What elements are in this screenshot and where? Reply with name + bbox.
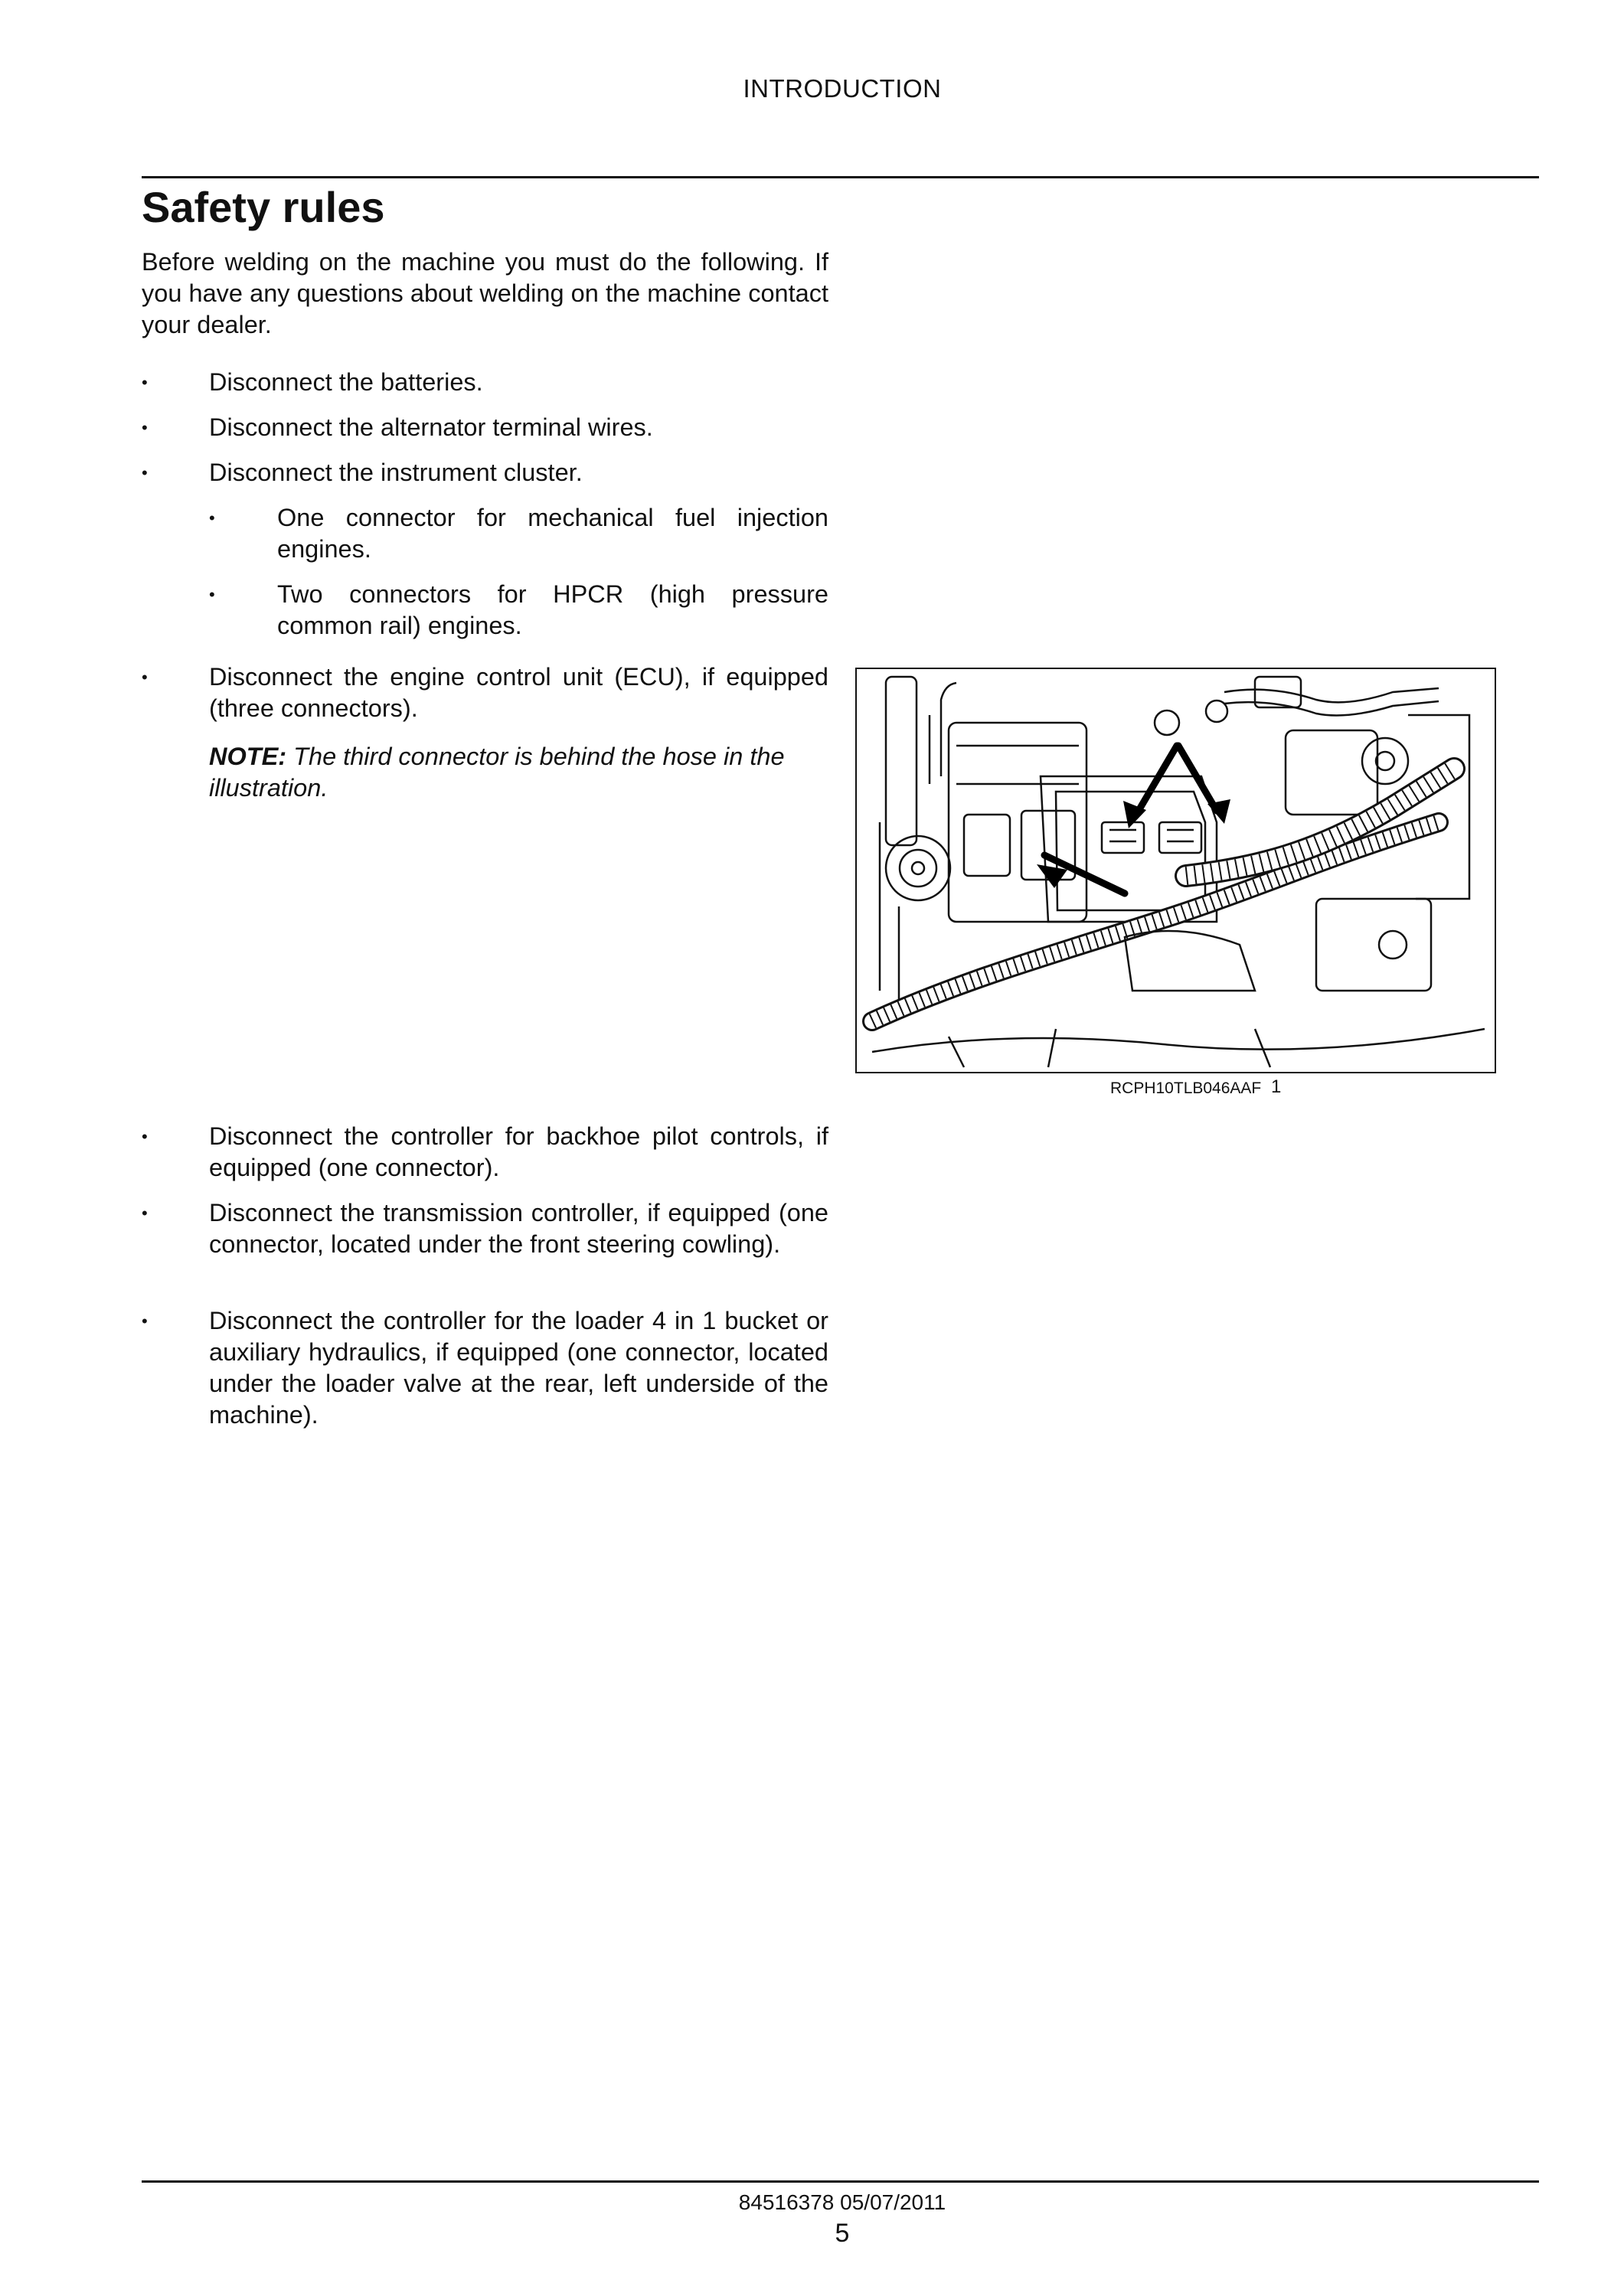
bullet-dot: • (142, 1311, 148, 1331)
bullet-text: Disconnect the batteries. (209, 368, 483, 396)
bullet-text: One connector for mechanical fuel injection engines. (277, 504, 828, 563)
bullet-text: Disconnect the engine control unit (ECU), if equipped (three connectors). (209, 663, 828, 722)
page-title: Safety rules (142, 183, 385, 231)
document-id: 84516378 05/07/2011 (738, 2190, 946, 2214)
bullet-text: Two connectors for HPCR (high pressure common rail) engines. (277, 580, 828, 639)
bullet-text: Disconnect the instrument cluster. (209, 459, 583, 486)
page-number: 5 (835, 2219, 850, 2248)
figure-caption: RCPH10TLB046AAF (1110, 1079, 1262, 1097)
note (209, 741, 828, 804)
bullet-dot: • (142, 418, 148, 437)
bullet-text: Disconnect the controller for the loader 4 in 1 bucket or auxiliary hydraulics, if equipped (one connector, located under the loader valve at the rear, left underside of the machine). (209, 1307, 828, 1429)
bullet-dot: • (142, 668, 148, 687)
bullet-dot: • (142, 373, 148, 392)
bullet-text: Disconnect the controller for backhoe pilot controls, if equipped (one connector). (209, 1122, 828, 1181)
footer-rule (142, 2180, 1539, 2183)
header-rule (142, 176, 1539, 178)
engine-line-drawing (857, 669, 1495, 1072)
note-text: The third connector is behind the hose in the illustration. (209, 743, 785, 802)
bullet-dot: • (142, 463, 148, 482)
bullet-dot: • (209, 508, 215, 527)
engine-ecu-illustration (855, 668, 1496, 1073)
bullet-dot: • (209, 585, 215, 604)
intro-paragraph: Before welding on the machine you must do the following. If you have any questions about welding on the machine contact your dealer. (142, 248, 828, 338)
bullet-text: Disconnect the transmission controller, if equipped (one connector, located under the front steering cowling). (209, 1199, 828, 1258)
bullet-text: Disconnect the alternator terminal wires. (209, 413, 653, 441)
note-label: NOTE: (209, 743, 287, 770)
bullet-dot: • (142, 1204, 148, 1223)
bullet-dot: • (142, 1127, 148, 1146)
running-header: INTRODUCTION (743, 74, 942, 103)
figure-number: 1 (1271, 1076, 1282, 1097)
